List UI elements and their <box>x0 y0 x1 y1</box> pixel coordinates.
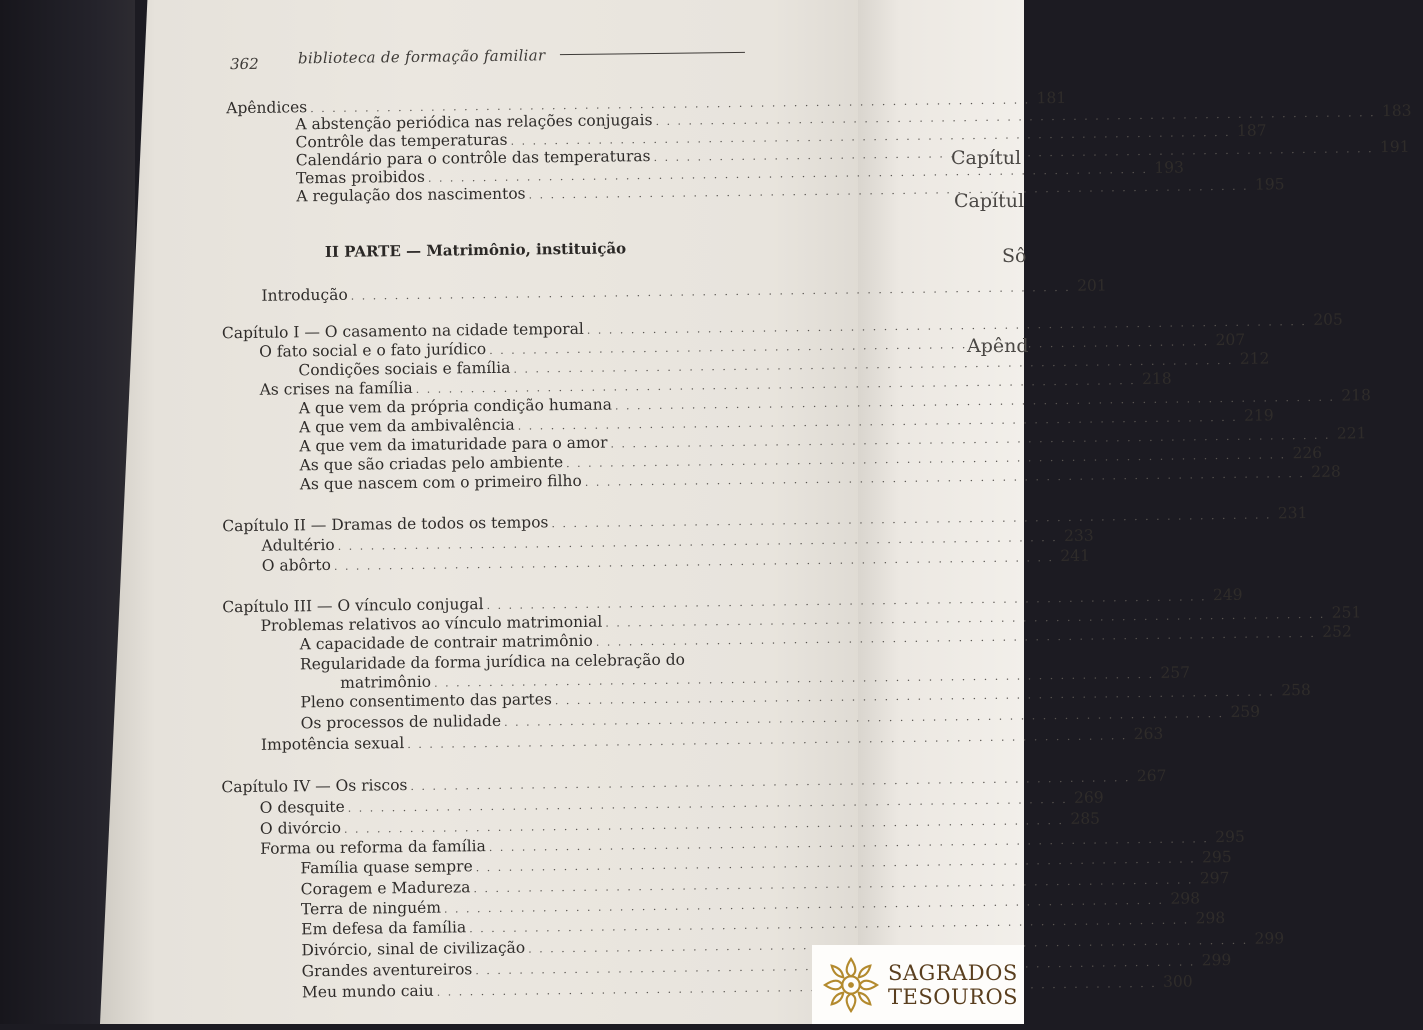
toc-entry-label: A que vem da própria condição humana <box>298 395 613 418</box>
toc-entry-page: 285 <box>1070 809 1101 828</box>
toc-entry-page: 252 <box>1322 622 1352 641</box>
toc-entry-label: As que nascem com o primeiro filho <box>299 471 582 494</box>
toc-entry-label: Capítulo II — Dramas de todos os tempos <box>222 513 549 536</box>
toc-entry-label: Capítulo I — O casamento na cidade temporal <box>221 319 584 343</box>
toc-entry-label: O divórcio <box>259 818 342 838</box>
toc-entry-label: O fato social e o fato jurídico <box>259 340 487 361</box>
toc-entry-label: Impotência sexual <box>260 734 405 754</box>
toc-entry-label: Coragem e Madureza <box>300 878 471 899</box>
toc-entry-page: 299 <box>1201 950 1232 970</box>
toc-entry-label: Problemas relativos ao vínculo matrimonial <box>260 612 603 635</box>
toc-entry-label: Temas proibidos <box>295 167 425 188</box>
right-fragment-3: Sô <box>1002 245 1027 267</box>
toc-entry-page: 218 <box>1142 369 1172 389</box>
sagrados-tesouros-watermark <box>812 945 1024 1024</box>
toc-entry-label: A que vem da ambivalência <box>298 415 515 437</box>
running-title: biblioteca de formação familiar <box>297 46 546 68</box>
toc-entry-label: Família quase sempre <box>300 857 473 878</box>
right-fragment-2: Capítul <box>954 190 1025 212</box>
toc-entry-page: 269 <box>1073 788 1104 807</box>
toc-entry-label: Apêndices <box>226 98 308 118</box>
toc-entry-label: A abstenção periódica nas relações conjugais <box>295 110 653 134</box>
toc-entry-page: 218 <box>1341 386 1372 405</box>
toc-entry-page: 241 <box>1060 546 1091 566</box>
toc-entry-page: 299 <box>1254 929 1285 948</box>
toc-entry-page: 298 <box>1170 889 1201 908</box>
toc-entry-page: 251 <box>1331 603 1362 622</box>
leader-dots <box>351 279 1071 306</box>
toc-entry-page: 297 <box>1199 868 1230 888</box>
toc-entry-label: Pleno consentimento das partes <box>300 690 552 712</box>
watermark-line-1: SAGRADOS <box>888 961 1018 985</box>
toc-entry-label: Forma ou reforma da família <box>260 837 486 858</box>
toc-entry-page: 258 <box>1281 680 1311 700</box>
toc-entry-label: Terra de ninguém <box>300 898 442 919</box>
watermark-line-2: TESOUROS <box>888 985 1019 1009</box>
toc-entry-label: A regulação dos nascimentos <box>296 184 526 206</box>
toc-entry-label: O desquite <box>259 797 345 817</box>
toc-entry-page: 207 <box>1215 330 1246 350</box>
toc-entry-label: Meu mundo caiu <box>301 981 434 1002</box>
toc-entry-page: 259 <box>1230 702 1261 721</box>
toc-entry-page: 295 <box>1201 847 1232 867</box>
toc-entry-page: 231 <box>1277 504 1308 523</box>
right-fragment-1: Capítul <box>951 147 1022 169</box>
toc-entry-label: Contrôle das temperaturas <box>295 130 508 152</box>
toc-entry-page: 212 <box>1239 349 1270 368</box>
leader-dots <box>551 506 1271 533</box>
toc-entry <box>261 276 1107 307</box>
toc-entry-label: Adultério <box>261 535 335 555</box>
toc-entry-page: 228 <box>1311 462 1341 481</box>
toc-entry-label: Capítulo IV — Os riscos <box>221 776 408 797</box>
page-number: 362 <box>229 54 259 74</box>
toc-entry-label: Divórcio, sinal de civilização <box>301 938 526 960</box>
toc-entry-page: 295 <box>1215 827 1245 847</box>
toc-entry-page: 257 <box>1160 663 1191 682</box>
toc-entry-page: 249 <box>1212 585 1243 605</box>
toc-entry-page: 205 <box>1313 310 1343 329</box>
toc-entry-page: 219 <box>1243 406 1274 425</box>
toc-entry-label: A que vem da imaturidade para o amor <box>299 433 608 456</box>
toc-entry-page: 183 <box>1381 101 1412 121</box>
toc-entry-label: As crises na família <box>259 378 413 399</box>
toc-entry-page: 226 <box>1292 443 1323 463</box>
toc-entry-page: 298 <box>1195 909 1226 928</box>
toc-entry-page: 267 <box>1136 766 1167 786</box>
toc-entry-label: As que são criadas pelo ambiente <box>299 453 564 475</box>
toc-entry-label: O abôrto <box>261 555 332 575</box>
toc-entry-label: Capítulo III — O vínculo conjugal <box>222 595 484 617</box>
toc-entry-page: 300 <box>1162 972 1193 991</box>
toc-entry-label: A capacidade de contrair matrimônio <box>299 631 593 654</box>
toc-entry-page: 195 <box>1254 175 1285 194</box>
toc-entry-page: 187 <box>1236 121 1267 140</box>
ornament-icon <box>822 956 880 1014</box>
toc-entry-page: 233 <box>1063 526 1094 545</box>
toc-entry-label: Introdução <box>261 285 348 305</box>
toc-entry-page: 191 <box>1379 137 1410 157</box>
toc-entry-page: 263 <box>1133 724 1164 744</box>
toc-entry-label: Os processos de nulidade <box>300 711 502 733</box>
right-fragment-4: Apênd <box>967 335 1029 357</box>
toc-entry-label: Regularidade da forma jurídica na celebração do <box>299 650 686 674</box>
toc-entry-label: Condições sociais e família <box>298 358 511 380</box>
toc-entry-page: 181 <box>1036 88 1067 108</box>
toc-entry-page: 221 <box>1336 424 1367 443</box>
toc-entry-page: 201 <box>1077 276 1107 295</box>
toc-entry-page: 193 <box>1154 158 1185 177</box>
part-heading: II PARTE — Matrimônio, instituição <box>324 239 627 261</box>
toc-entry-label: Grandes aventureiros <box>301 960 473 981</box>
toc-entry-label: Calendário para o contrôle das temperaturas <box>295 147 651 170</box>
toc-entry-label: matrimônio <box>340 672 432 692</box>
toc-entry-label: Em defesa da família <box>301 918 467 939</box>
